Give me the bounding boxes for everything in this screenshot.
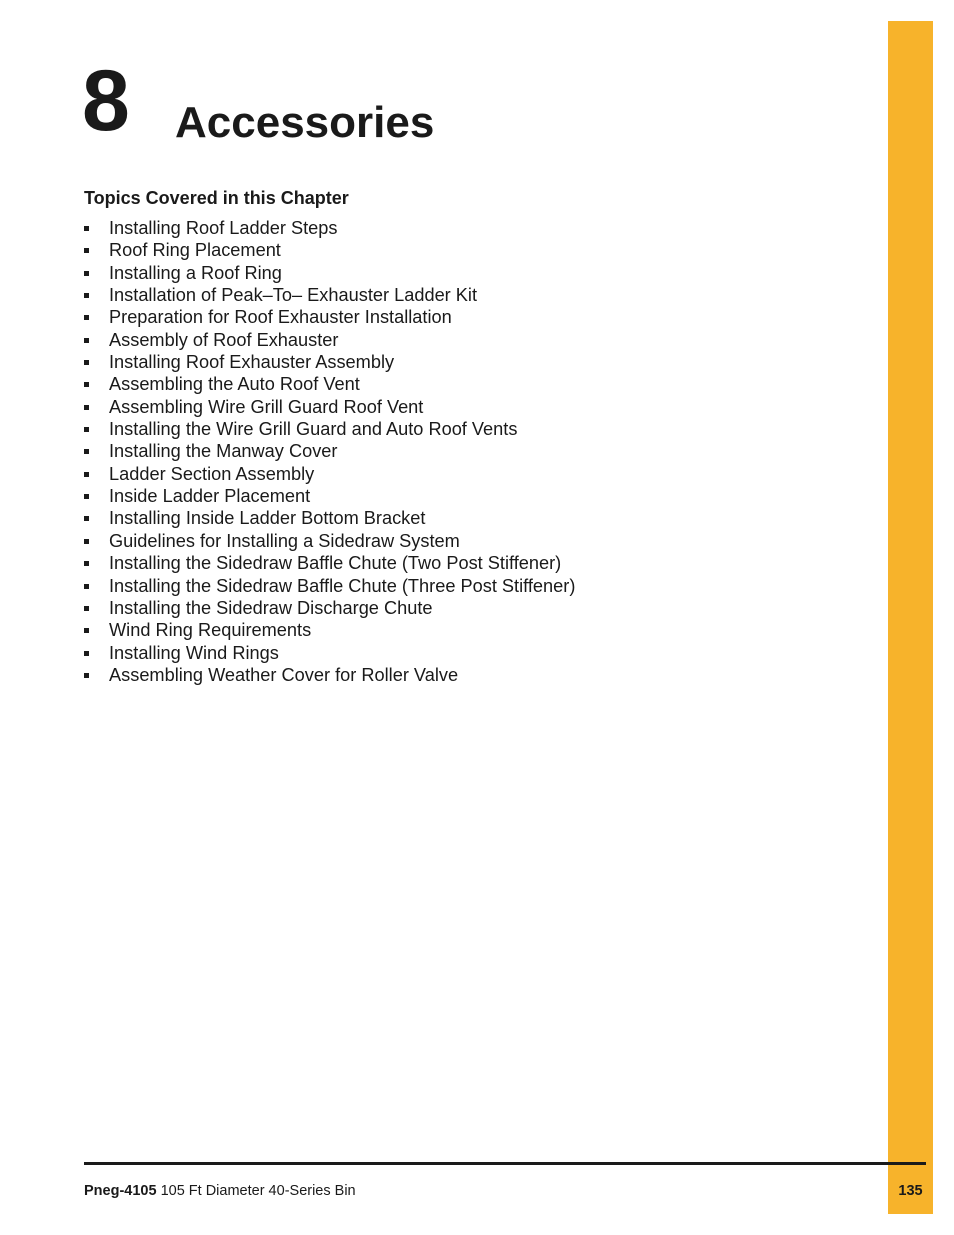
bullet-icon [84, 226, 89, 231]
list-item-label: Installing Roof Ladder Steps [109, 218, 338, 238]
bullet-icon [84, 338, 89, 343]
list-item-label: Roof Ring Placement [109, 240, 281, 261]
bullet-icon [84, 539, 89, 544]
footer-divider [84, 1162, 926, 1165]
list-item [84, 507, 575, 529]
bullet-icon [84, 405, 89, 410]
bullet-icon [84, 606, 89, 611]
list-item [84, 575, 575, 597]
list-item-label: Installing Roof Exhauster Assembly [109, 352, 395, 373]
list-item [84, 485, 575, 507]
bullet-icon [84, 584, 89, 589]
list-item [84, 642, 575, 664]
bullet-icon [84, 382, 89, 387]
list-item-label: Assembly of Roof Exhauster [109, 329, 339, 350]
list-item [84, 262, 575, 284]
list-item-label: Ladder Section Assembly [109, 463, 315, 484]
list-item [84, 440, 575, 462]
footer-doc-title: 105 Ft Diameter 40-Series Bin [156, 1183, 356, 1199]
list-item-label: Installing Inside Ladder Bottom Bracket [109, 508, 426, 529]
list-item [84, 530, 575, 552]
list-item [84, 306, 575, 328]
list-item-label: Inside Ladder Placement [109, 486, 311, 507]
chapter-title: Accessories [175, 98, 435, 147]
list-item [84, 418, 575, 440]
list-item [84, 619, 575, 641]
list-item-label: Assembling Wire Grill Guard Roof Vent [109, 396, 424, 417]
bullet-icon [84, 494, 89, 499]
bullet-icon [84, 315, 89, 320]
bullet-icon [84, 427, 89, 432]
list-item-label: Installing the Sidedraw Baffle Chute (Two Post Stiffener) [109, 553, 562, 574]
footer-page-number: 135 [898, 1183, 923, 1199]
bullet-icon [84, 516, 89, 521]
list-item [84, 664, 575, 686]
list-item [84, 597, 575, 619]
footer-doc-code: Pneg-4105 [84, 1183, 157, 1199]
chapter-side-tab [888, 21, 933, 1214]
list-item-label: Installing the Sidedraw Baffle Chute (Three Post Stiffener) [109, 575, 576, 596]
list-item-label: Preparation for Roof Exhauster Installation [109, 307, 452, 328]
bullet-icon [84, 449, 89, 454]
bullet-icon [84, 628, 89, 633]
list-item [84, 329, 575, 351]
bullet-icon [84, 360, 89, 365]
list-item [84, 373, 575, 395]
list-item [84, 239, 575, 261]
bullet-icon [84, 293, 89, 298]
bullet-icon [84, 673, 89, 678]
list-item [84, 284, 575, 306]
bullet-icon [84, 472, 89, 477]
list-item-label: Wind Ring Requirements [109, 620, 312, 641]
list-item-label: Installing the Sidedraw Discharge Chute [109, 597, 433, 618]
list-item [84, 396, 575, 418]
bullet-icon [84, 271, 89, 276]
list-item [84, 351, 575, 373]
list-item-label: Installing the Wire Grill Guard and Auto Roof Vents [109, 419, 518, 440]
chapter-number: 8 [82, 53, 130, 149]
list-item-label: Installing a Roof Ring [109, 262, 282, 283]
list-item [84, 463, 575, 485]
bullet-icon [84, 651, 89, 656]
list-item [84, 217, 575, 239]
list-item-label: Installing the Manway Cover [109, 441, 338, 462]
list-item-label: Guidelines for Installing a Sidedraw System [109, 530, 460, 551]
bullet-icon [84, 248, 89, 253]
topics-list [84, 217, 575, 686]
bullet-icon [84, 561, 89, 566]
list-item [84, 552, 575, 574]
list-item-label: Assembling Weather Cover for Roller Valve [109, 664, 459, 685]
footer-document-info [84, 1183, 356, 1199]
list-item-label: Installing Wind Rings [109, 642, 279, 663]
list-item-label: Assembling the Auto Roof Vent [109, 374, 360, 395]
list-item-label: Installation of Peak–To– Exhauster Ladder Kit [109, 285, 478, 306]
topics-heading: Topics Covered in this Chapter [84, 188, 349, 208]
